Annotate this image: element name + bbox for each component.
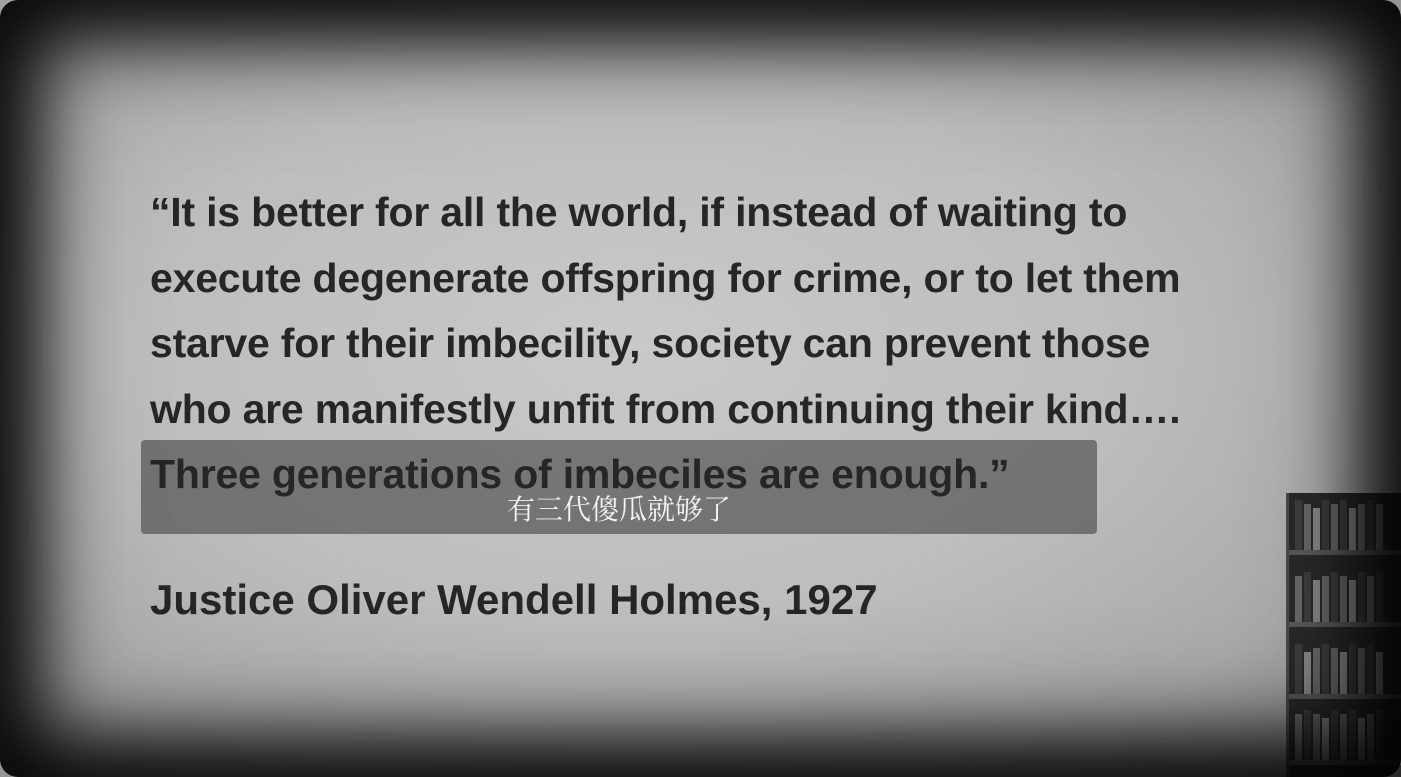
quote-line: “It is better for all the world, if instead of waiting to — [150, 189, 1128, 235]
shelf-row — [1289, 569, 1401, 627]
subtitle-caption: 有三代傻瓜就够了 — [506, 493, 731, 526]
bookshelf-background — [1286, 493, 1401, 777]
quote-line: starve for their imbecility, society can prevent those — [150, 320, 1151, 366]
quote-line: execute degenerate offspring for crime, or to let them — [150, 254, 1181, 301]
shelf-row — [1289, 641, 1401, 699]
quote-attribution: Justice Oliver Wendell Holmes, 1927 — [150, 576, 878, 623]
quote-text — [150, 180, 1290, 508]
shelf-row — [1289, 497, 1401, 555]
quote-line: Three generations of imbeciles are enough.” — [150, 451, 1010, 497]
quote-line: who are manifestly unfit from continuing their kind…. — [150, 385, 1181, 432]
shelf-row — [1289, 707, 1401, 765]
